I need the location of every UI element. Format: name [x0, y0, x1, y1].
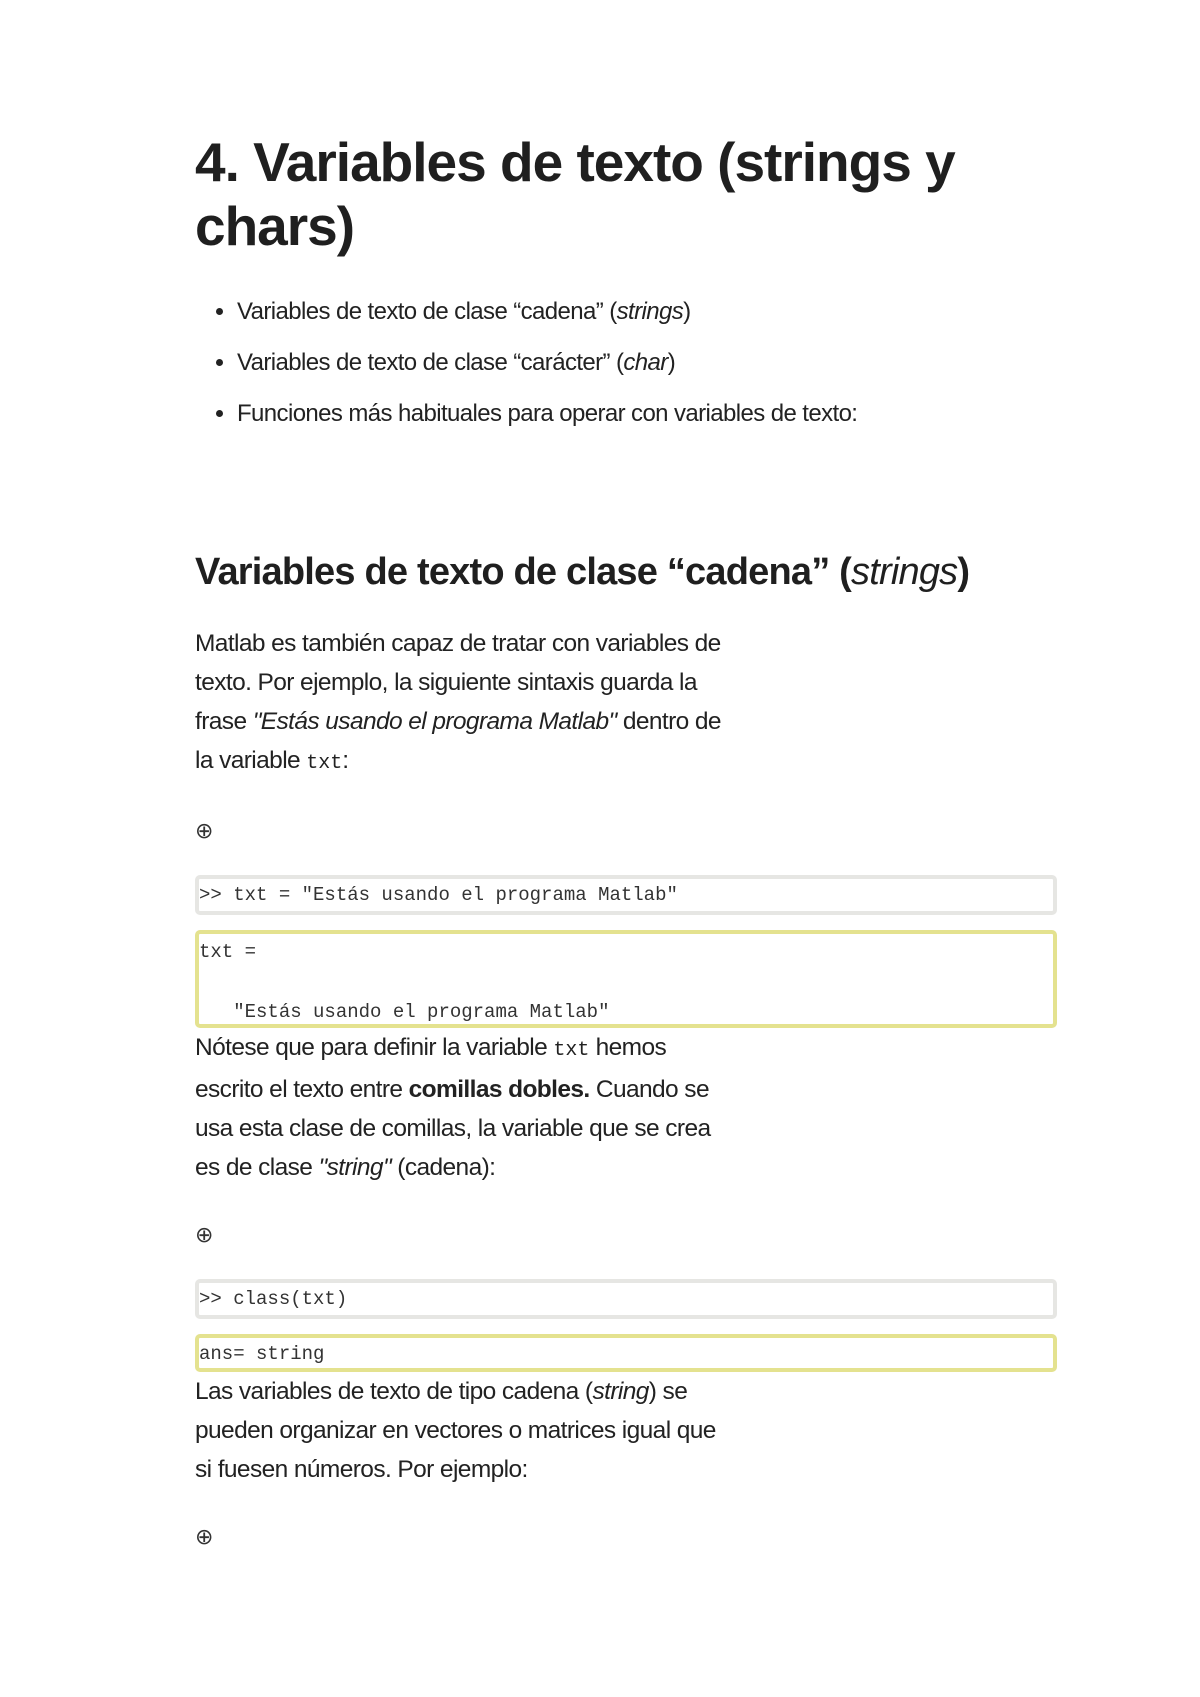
- section-heading: Variables de texto de clase “cadena” (strings): [195, 551, 970, 593]
- section-list: [195, 286, 1055, 439]
- code-output-block: txt = "Estás usando el programa Matlab": [195, 930, 1057, 1028]
- list-item[interactable]: • Funciones más habituales para operar con variables de texto:: [237, 388, 1055, 439]
- paragraph-intro: Matlab es también capaz de tratar con variables de texto. Por ejemplo, la siguiente sintaxis guarda la frase "Estás usando el programa Matlab" dentro de la variable txt:: [195, 630, 721, 775]
- document-page: [195, 130, 1055, 1552]
- anchor-icon[interactable]: ⊕: [195, 1525, 214, 1550]
- list-item[interactable]: • Variables de texto de clase “cadena” (strings): [237, 286, 1055, 337]
- inline-code: txt: [306, 752, 343, 775]
- list-item[interactable]: • Variables de texto de clase “carácter” (char): [237, 337, 1055, 388]
- inline-code: txt: [553, 1039, 590, 1062]
- code-input-block[interactable]: >> txt = "Estás usando el programa Matlab": [195, 875, 1057, 915]
- paragraph-arrays: Las variables de texto de tipo cadena (string) se pueden organizar en vectores o matrices igual que si fuesen números. Por ejemplo:: [195, 1378, 716, 1483]
- page-title: 4. Variables de texto (strings y chars): [195, 131, 955, 257]
- paragraph-quotes: Nótese que para definir la variable txt hemos escrito el texto entre comillas dobles. Cuando se usa esta clase de comillas, la variable que se crea es de clase "string" (cadena):: [195, 1034, 711, 1181]
- code-output-block: ans= string: [195, 1334, 1057, 1372]
- anchor-icon[interactable]: ⊕: [195, 819, 214, 844]
- anchor-icon[interactable]: ⊕: [195, 1223, 214, 1248]
- code-input-block[interactable]: >> class(txt): [195, 1279, 1057, 1319]
